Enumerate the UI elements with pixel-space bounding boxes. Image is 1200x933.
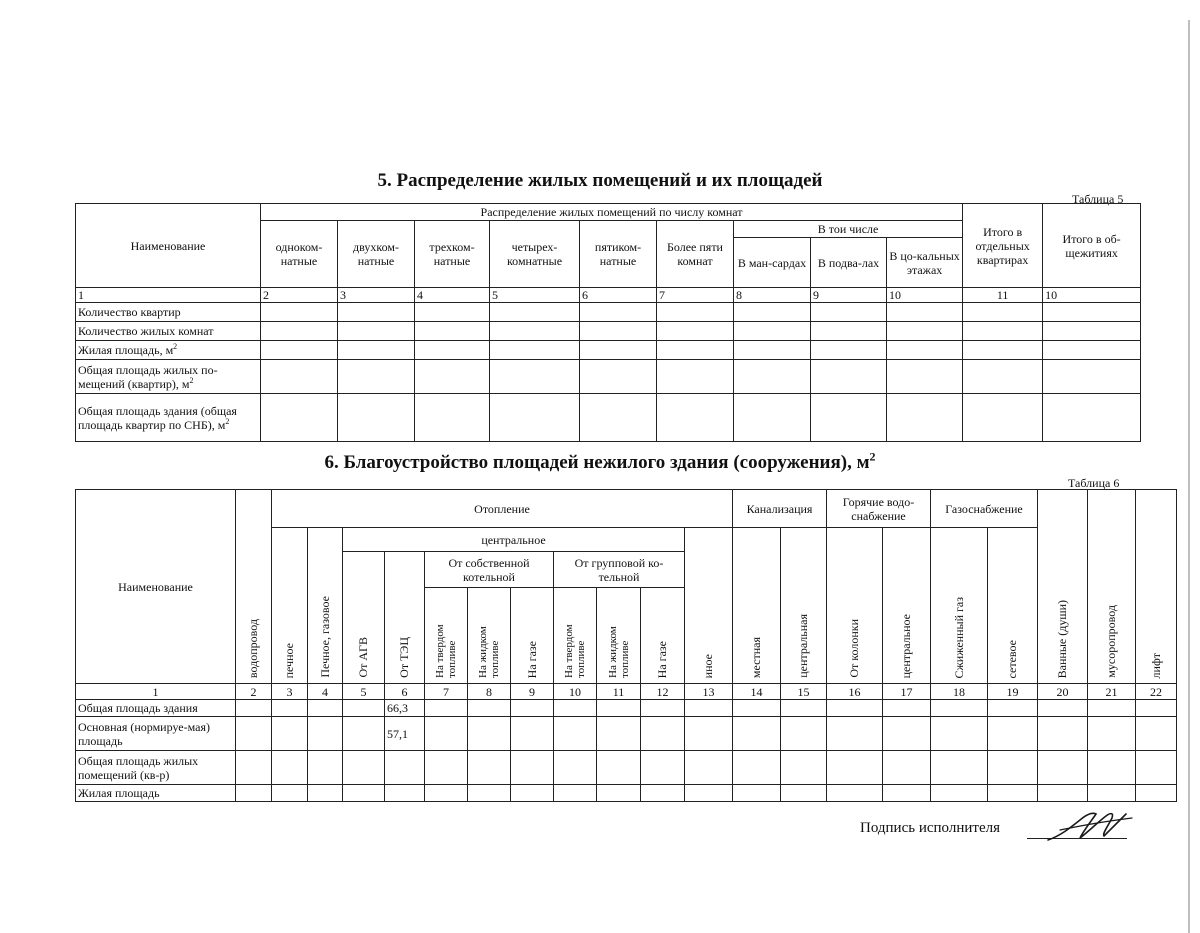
t6-num: 3 (272, 684, 308, 700)
t6-num: 2 (236, 684, 272, 700)
t6-num: 1 (76, 684, 236, 700)
t6-h-own-solid: На твердом топливе (434, 624, 458, 678)
t6-num: 16 (827, 684, 883, 700)
t5-h-col6: Более пяти комнат (657, 221, 734, 288)
t5-num: 5 (490, 288, 580, 303)
t6-h-baths: Ванные (души) (1055, 599, 1070, 678)
t6-num: 19 (988, 684, 1038, 700)
t6-h-own-liquid: На жидком топливе (477, 626, 501, 678)
t6-h-sewer-local: местная (749, 636, 763, 678)
t6-num: 17 (883, 684, 931, 700)
t6-h-own-boiler: От собственной котельной (425, 552, 554, 588)
t6-h-lift: лифт (1148, 652, 1163, 678)
t5-h-col2: двухком-натные (338, 221, 415, 288)
superscript: 2 (189, 375, 194, 385)
t6-row-label: Общая площадь здания (76, 700, 236, 717)
t6-num: 20 (1038, 684, 1088, 700)
t5-num: 10 (1043, 288, 1141, 303)
table5-label: Таблица 5 (1072, 192, 1124, 206)
t6-row-label: Жилая площадь (76, 785, 236, 802)
t6-num: 10 (554, 684, 597, 700)
t6-num: 11 (597, 684, 641, 700)
t5-h-total-dorms: Итого в об-щежитиях (1043, 204, 1141, 288)
t5-row-label: Количество квартир (76, 303, 261, 322)
t5-h-distribution: Распределение жилых помещений по числу комнат (261, 204, 963, 221)
t6-num: 9 (511, 684, 554, 700)
t5-num: 1 (76, 288, 261, 303)
t6-h-gas-net: сетевое (1005, 639, 1020, 678)
t6-h-own-gas: На газе (524, 640, 539, 678)
table6-label: Таблица 6 (1068, 476, 1120, 490)
t6-cell-tec: 57,1 (385, 717, 425, 751)
t6-num: 14 (733, 684, 781, 700)
section6-title: 6. Благоустройство площадей нежилого здания (сооружения), м (324, 452, 870, 473)
t6-h-sewer-central: центральная (796, 614, 810, 678)
t6-h-gas-liquid: Сжиженный газ (951, 596, 966, 678)
table5 (75, 203, 1141, 442)
t5-num: 9 (811, 288, 887, 303)
t5-num: 11 (963, 288, 1043, 303)
t6-h-name: Наименование (76, 490, 236, 684)
t6-h-group-solid: На твердом топливе (563, 624, 587, 678)
t6-h-group-boiler: От групповой ко-тельной (554, 552, 685, 588)
t6-h-garbage: мусоропровод (1104, 605, 1119, 678)
t5-row-label: Общая площадь жилых по-мещений (квартир), м (78, 362, 218, 391)
superscript: 2 (173, 342, 178, 351)
t6-h-group-gas: На газе (655, 640, 669, 678)
t5-num: 2 (261, 288, 338, 303)
section6-title-sup: 2 (869, 449, 876, 464)
t5-num: 3 (338, 288, 415, 303)
t5-h-sub3: В цо-кальных этажах (887, 238, 963, 288)
t5-num: 8 (734, 288, 811, 303)
t6-row-label: Основная (нормируе-мая) площадь (76, 717, 236, 751)
t6-h-group-liquid: На жидком топливе (606, 626, 631, 678)
t5-h-total-apartments: Итого в отдельных квартирах (963, 204, 1043, 288)
t5-row-label: Количество жилых комнат (76, 322, 261, 341)
t6-h-heating: Отопление (272, 490, 733, 528)
t6-h-other: иное (701, 653, 715, 678)
t6-cell-tec (385, 751, 425, 785)
t6-num: 12 (641, 684, 685, 700)
t6-h-hw-column: От колонки (847, 619, 861, 678)
t6-h-central: центральное (343, 528, 685, 552)
t6-h-stove-gas: Печное, газовое (317, 596, 332, 678)
t6-h-sewer: Канализация (733, 490, 827, 528)
t5-h-col1: одноком-натные (261, 221, 338, 288)
t6-num: 21 (1088, 684, 1136, 700)
t6-num: 6 (385, 684, 425, 700)
page-edge (1188, 20, 1190, 933)
t6-num: 4 (308, 684, 343, 700)
t6-num: 18 (931, 684, 988, 700)
t6-h-gas-supply: Газоснабжение (931, 490, 1038, 528)
t5-h-col5: пятиком-натные (580, 221, 657, 288)
t5-h-col3: трехком-натные (415, 221, 490, 288)
t6-h-hw-central: центральное (899, 613, 913, 678)
superscript: 2 (225, 416, 230, 426)
t6-num: 22 (1136, 684, 1177, 700)
t6-h-tec: От ТЭЦ (397, 637, 411, 678)
t6-num: 7 (425, 684, 468, 700)
t6-cell-tec: 66,3 (385, 700, 425, 717)
t6-num: 8 (468, 684, 511, 700)
t5-h-sub2: В подва-лах (811, 238, 887, 288)
t5-row-label: Жилая площадь, м (78, 343, 174, 357)
t5-num: 6 (580, 288, 657, 303)
t5-h-including: В тои числе (734, 221, 963, 238)
t5-num: 10 (887, 288, 963, 303)
t6-num: 15 (781, 684, 827, 700)
table6 (75, 489, 1177, 802)
t5-h-name: Наименование (76, 204, 261, 288)
t6-h-hot-water: Горячие водо-снабжение (827, 490, 931, 528)
t6-h-water: водопровод (246, 618, 260, 678)
t5-num: 4 (415, 288, 490, 303)
t5-row-label: Общая площадь здания (общая площадь квартир по СНБ), м (78, 403, 237, 432)
section5-title: 5. Распределение жилых помещений и их площадей (377, 170, 823, 191)
t6-num: 13 (685, 684, 733, 700)
t5-h-col4: четырех-комнатные (490, 221, 580, 288)
t5-h-sub1: В ман-сардах (734, 238, 811, 288)
t5-num: 7 (657, 288, 734, 303)
t6-num: 5 (343, 684, 385, 700)
t6-h-stove: печное (282, 642, 296, 678)
handwritten-signature (1040, 806, 1140, 848)
signature-label: Подпись исполнителя (860, 820, 1000, 836)
t6-h-agv: От АГВ (356, 637, 370, 678)
t6-row-label: Общая площадь жилых помещений (кв-р) (76, 751, 236, 785)
t6-cell-tec (385, 785, 425, 802)
